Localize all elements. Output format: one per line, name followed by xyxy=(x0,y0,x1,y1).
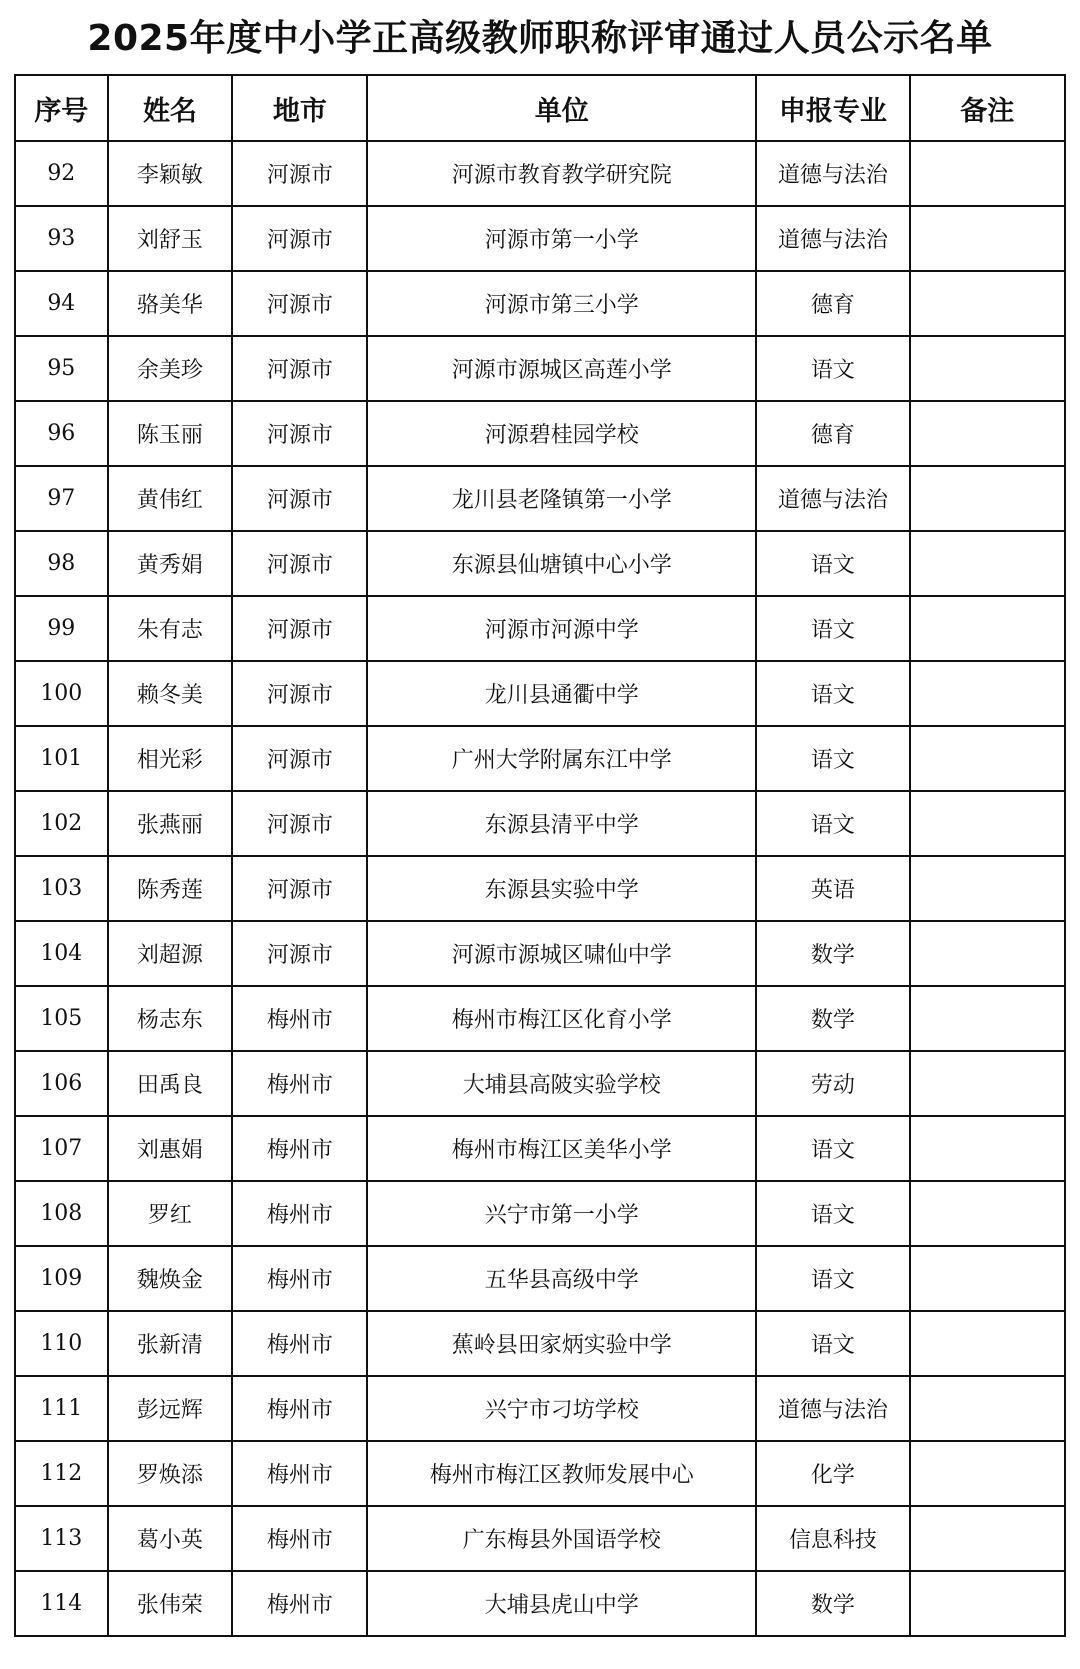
column-header-city: 地市 xyxy=(232,75,367,141)
cell-city: 河源市 xyxy=(232,206,367,271)
cell-major: 语文 xyxy=(756,791,909,856)
cell-seq: 94 xyxy=(15,271,108,336)
cell-major: 道德与法治 xyxy=(756,1376,909,1441)
cell-seq: 104 xyxy=(15,921,108,986)
cell-seq: 103 xyxy=(15,856,108,921)
cell-unit: 梅州市梅江区教师发展中心 xyxy=(367,1441,756,1506)
cell-major: 劳动 xyxy=(756,1051,909,1116)
cell-city: 梅州市 xyxy=(232,1246,367,1311)
cell-unit: 梅州市梅江区化育小学 xyxy=(367,986,756,1051)
cell-remark xyxy=(910,1376,1066,1441)
table-row xyxy=(15,466,1065,531)
cell-seq: 101 xyxy=(15,726,108,791)
cell-city: 河源市 xyxy=(232,271,367,336)
cell-major: 语文 xyxy=(756,1311,909,1376)
cell-remark xyxy=(910,1506,1066,1571)
cell-remark xyxy=(910,141,1066,206)
cell-seq: 98 xyxy=(15,531,108,596)
cell-remark xyxy=(910,596,1066,661)
cell-unit: 河源市教育教学研究院 xyxy=(367,141,756,206)
cell-city: 梅州市 xyxy=(232,1506,367,1571)
cell-city: 河源市 xyxy=(232,661,367,726)
cell-seq: 100 xyxy=(15,661,108,726)
cell-name: 黄伟红 xyxy=(108,466,233,531)
column-header-name: 姓名 xyxy=(108,75,233,141)
cell-major: 语文 xyxy=(756,336,909,401)
cell-major: 数学 xyxy=(756,1571,909,1636)
cell-city: 河源市 xyxy=(232,531,367,596)
cell-unit: 河源市第一小学 xyxy=(367,206,756,271)
cell-unit: 河源市第三小学 xyxy=(367,271,756,336)
cell-name: 罗红 xyxy=(108,1181,233,1246)
cell-seq: 114 xyxy=(15,1571,108,1636)
cell-major: 语文 xyxy=(756,596,909,661)
cell-name: 骆美华 xyxy=(108,271,233,336)
cell-unit: 广东梅县外国语学校 xyxy=(367,1506,756,1571)
cell-major: 语文 xyxy=(756,726,909,791)
cell-seq: 95 xyxy=(15,336,108,401)
cell-remark xyxy=(910,206,1066,271)
cell-remark xyxy=(910,336,1066,401)
cell-remark xyxy=(910,1441,1066,1506)
cell-name: 刘惠娟 xyxy=(108,1116,233,1181)
cell-remark xyxy=(910,1311,1066,1376)
cell-seq: 109 xyxy=(15,1246,108,1311)
cell-city: 梅州市 xyxy=(232,1311,367,1376)
table-row xyxy=(15,726,1065,791)
table-row xyxy=(15,1181,1065,1246)
cell-name: 刘超源 xyxy=(108,921,233,986)
column-header-major: 申报专业 xyxy=(756,75,909,141)
cell-name: 李颖敏 xyxy=(108,141,233,206)
cell-city: 河源市 xyxy=(232,466,367,531)
cell-city: 梅州市 xyxy=(232,1051,367,1116)
cell-major: 道德与法治 xyxy=(756,206,909,271)
cell-remark xyxy=(910,921,1066,986)
cell-city: 梅州市 xyxy=(232,986,367,1051)
cell-major: 化学 xyxy=(756,1441,909,1506)
cell-city: 河源市 xyxy=(232,856,367,921)
cell-remark xyxy=(910,531,1066,596)
cell-seq: 92 xyxy=(15,141,108,206)
cell-major: 语文 xyxy=(756,531,909,596)
cell-remark xyxy=(910,986,1066,1051)
cell-unit: 河源市源城区啸仙中学 xyxy=(367,921,756,986)
cell-unit: 蕉岭县田家炳实验中学 xyxy=(367,1311,756,1376)
cell-unit: 梅州市梅江区美华小学 xyxy=(367,1116,756,1181)
cell-name: 赖冬美 xyxy=(108,661,233,726)
cell-major: 德育 xyxy=(756,401,909,466)
table-row xyxy=(15,596,1065,661)
cell-unit: 东源县清平中学 xyxy=(367,791,756,856)
cell-name: 魏焕金 xyxy=(108,1246,233,1311)
cell-city: 河源市 xyxy=(232,596,367,661)
cell-city: 河源市 xyxy=(232,401,367,466)
cell-unit: 广州大学附属东江中学 xyxy=(367,726,756,791)
cell-city: 梅州市 xyxy=(232,1441,367,1506)
table-row xyxy=(15,1246,1065,1311)
cell-name: 田禹良 xyxy=(108,1051,233,1116)
cell-remark xyxy=(910,1181,1066,1246)
table-header xyxy=(15,75,1065,141)
cell-remark xyxy=(910,1116,1066,1181)
table-row xyxy=(15,1311,1065,1376)
table-row xyxy=(15,271,1065,336)
cell-remark xyxy=(910,791,1066,856)
cell-city: 河源市 xyxy=(232,141,367,206)
cell-seq: 96 xyxy=(15,401,108,466)
cell-remark xyxy=(910,1051,1066,1116)
cell-city: 梅州市 xyxy=(232,1571,367,1636)
cell-seq: 108 xyxy=(15,1181,108,1246)
cell-unit: 大埔县虎山中学 xyxy=(367,1571,756,1636)
cell-major: 道德与法治 xyxy=(756,141,909,206)
cell-remark xyxy=(910,661,1066,726)
table-row xyxy=(15,1376,1065,1441)
cell-unit: 东源县实验中学 xyxy=(367,856,756,921)
cell-name: 陈秀莲 xyxy=(108,856,233,921)
cell-unit: 大埔县高陂实验学校 xyxy=(367,1051,756,1116)
cell-unit: 兴宁市刁坊学校 xyxy=(367,1376,756,1441)
cell-name: 朱有志 xyxy=(108,596,233,661)
cell-remark xyxy=(910,1571,1066,1636)
cell-major: 德育 xyxy=(756,271,909,336)
cell-city: 梅州市 xyxy=(232,1181,367,1246)
table-row xyxy=(15,1441,1065,1506)
table-body xyxy=(15,141,1065,1636)
table-row xyxy=(15,206,1065,271)
table-row xyxy=(15,401,1065,466)
cell-remark xyxy=(910,1246,1066,1311)
table-row xyxy=(15,1116,1065,1181)
cell-remark xyxy=(910,466,1066,531)
cell-seq: 105 xyxy=(15,986,108,1051)
cell-remark xyxy=(910,271,1066,336)
table-row xyxy=(15,791,1065,856)
cell-city: 河源市 xyxy=(232,921,367,986)
cell-seq: 107 xyxy=(15,1116,108,1181)
table-row xyxy=(15,661,1065,726)
cell-unit: 兴宁市第一小学 xyxy=(367,1181,756,1246)
cell-remark xyxy=(910,401,1066,466)
cell-unit: 五华县高级中学 xyxy=(367,1246,756,1311)
table-row xyxy=(15,986,1065,1051)
cell-name: 陈玉丽 xyxy=(108,401,233,466)
cell-major: 语文 xyxy=(756,1246,909,1311)
cell-major: 语文 xyxy=(756,661,909,726)
table-row xyxy=(15,856,1065,921)
cell-remark xyxy=(910,726,1066,791)
cell-city: 河源市 xyxy=(232,336,367,401)
cell-unit: 河源碧桂园学校 xyxy=(367,401,756,466)
cell-seq: 111 xyxy=(15,1376,108,1441)
page-title: 2025年度中小学正高级教师职称评审通过人员公示名单 xyxy=(87,18,993,59)
cell-major: 语文 xyxy=(756,1181,909,1246)
table-row xyxy=(15,921,1065,986)
table-row xyxy=(15,1571,1065,1636)
cell-seq: 106 xyxy=(15,1051,108,1116)
column-header-remark: 备注 xyxy=(910,75,1066,141)
cell-seq: 110 xyxy=(15,1311,108,1376)
cell-name: 罗焕添 xyxy=(108,1441,233,1506)
cell-seq: 97 xyxy=(15,466,108,531)
table-row xyxy=(15,141,1065,206)
table-row xyxy=(15,531,1065,596)
cell-major: 道德与法治 xyxy=(756,466,909,531)
cell-unit: 河源市河源中学 xyxy=(367,596,756,661)
table-row xyxy=(15,1506,1065,1571)
cell-seq: 113 xyxy=(15,1506,108,1571)
cell-unit: 河源市源城区高莲小学 xyxy=(367,336,756,401)
cell-name: 彭远辉 xyxy=(108,1376,233,1441)
cell-name: 杨志东 xyxy=(108,986,233,1051)
cell-major: 数学 xyxy=(756,986,909,1051)
cell-name: 黄秀娟 xyxy=(108,531,233,596)
cell-unit: 东源县仙塘镇中心小学 xyxy=(367,531,756,596)
cell-name: 相光彩 xyxy=(108,726,233,791)
cell-name: 葛小英 xyxy=(108,1506,233,1571)
header-row xyxy=(15,75,1065,141)
column-header-seq: 序号 xyxy=(15,75,108,141)
cell-seq: 112 xyxy=(15,1441,108,1506)
table-row xyxy=(15,336,1065,401)
cell-name: 张伟荣 xyxy=(108,1571,233,1636)
column-header-unit: 单位 xyxy=(367,75,756,141)
cell-unit: 龙川县老隆镇第一小学 xyxy=(367,466,756,531)
cell-seq: 102 xyxy=(15,791,108,856)
cell-remark xyxy=(910,856,1066,921)
cell-name: 张新清 xyxy=(108,1311,233,1376)
cell-major: 信息科技 xyxy=(756,1506,909,1571)
cell-city: 梅州市 xyxy=(232,1376,367,1441)
cell-name: 刘舒玉 xyxy=(108,206,233,271)
cell-seq: 99 xyxy=(15,596,108,661)
table-row xyxy=(15,1051,1065,1116)
cell-seq: 93 xyxy=(15,206,108,271)
cell-major: 语文 xyxy=(756,1116,909,1181)
cell-city: 河源市 xyxy=(232,726,367,791)
cell-city: 河源市 xyxy=(232,791,367,856)
cell-major: 英语 xyxy=(756,856,909,921)
roster-table xyxy=(14,74,1066,1637)
cell-name: 张燕丽 xyxy=(108,791,233,856)
cell-name: 余美珍 xyxy=(108,336,233,401)
cell-major: 数学 xyxy=(756,921,909,986)
cell-unit: 龙川县通衢中学 xyxy=(367,661,756,726)
cell-city: 梅州市 xyxy=(232,1116,367,1181)
